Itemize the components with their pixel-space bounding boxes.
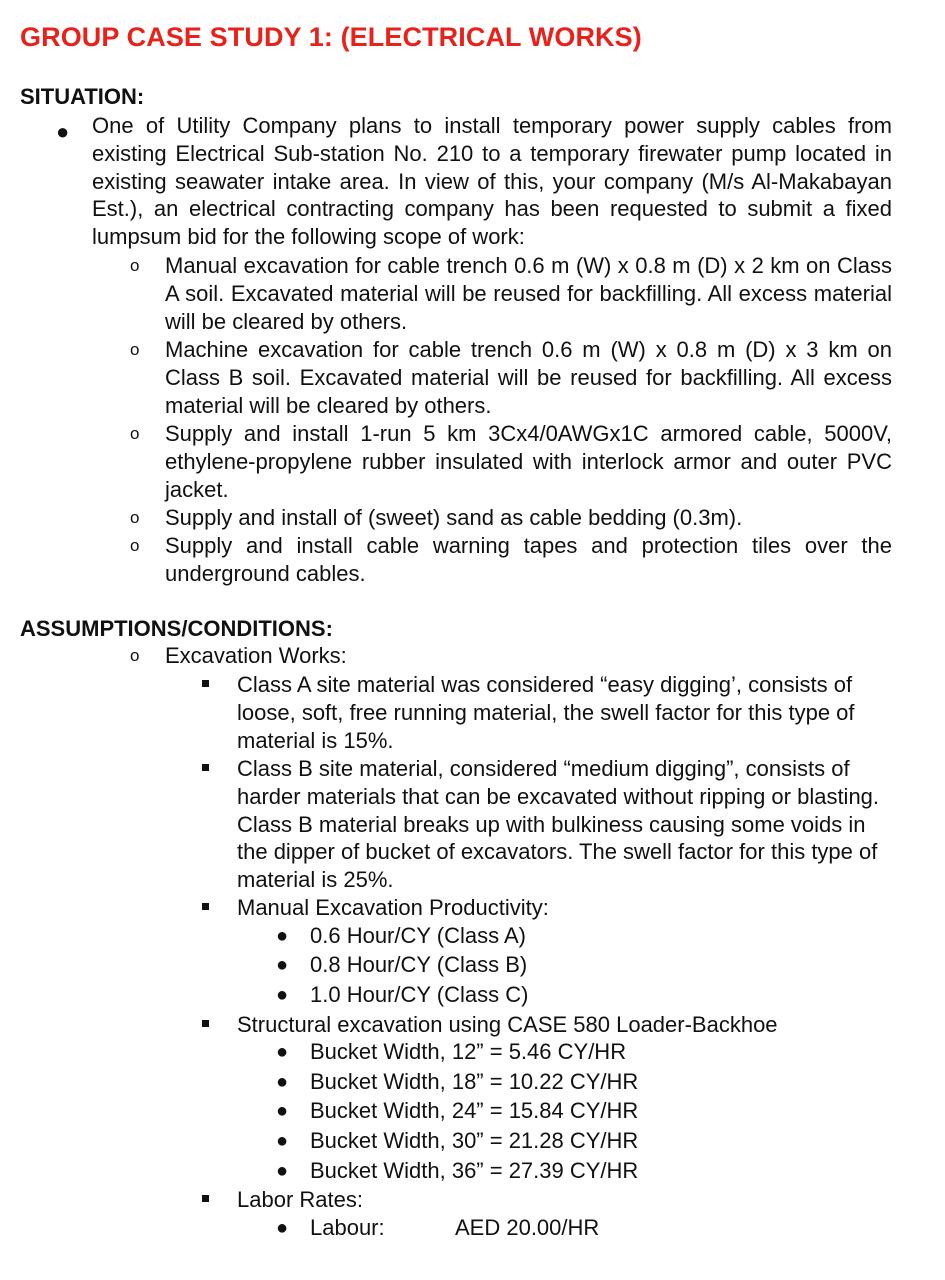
square-bullet-icon [202,764,209,771]
scope-item-4: Supply and install of (sweet) sand as cable bedding (0.3m). [165,505,743,530]
bullet-icon: ● [276,1160,289,1182]
bullet-icon: ● [276,1071,289,1093]
assumptions-heading: ASSUMPTIONS/CONDITIONS: [20,616,333,641]
excavation-works-label: Excavation Works: [165,643,347,668]
class-a-description: Class A site material was considered “easy digging’, consists of loose, soft, free running material, the swell factor for this type of material is 15%. [237,672,855,753]
bucket-rate-18: Bucket Width, 18” = 10.22 CY/HR [310,1069,639,1094]
bullet-icon: ● [276,1217,289,1239]
labour-name: Labour: [310,1215,385,1240]
bucket-rate-24: Bucket Width, 24” = 15.84 CY/HR [310,1098,639,1123]
circle-bullet-icon: o [130,536,140,555]
labor-rates-label: Labor Rates: [237,1187,363,1212]
document-title: GROUP CASE STUDY 1: (ELECTRICAL WORKS) [20,22,642,52]
circle-bullet-icon: o [130,508,140,527]
bullet-icon: ● [276,1130,289,1152]
situation-heading: SITUATION: [20,84,145,109]
bullet-icon: ● [276,984,289,1006]
manual-rate-class-c: 1.0 Hour/CY (Class C) [310,982,529,1007]
circle-bullet-icon: o [130,256,140,275]
bullet-icon: ● [276,925,289,947]
bullet-icon: ● [276,954,289,976]
manual-productivity-label: Manual Excavation Productivity: [237,895,549,920]
square-bullet-icon [202,1195,209,1202]
structural-excavation-label: Structural excavation using CASE 580 Loader-Backhoe [237,1012,778,1037]
scope-item-3: Supply and install 1-run 5 km 3Cx4/0AWGx1C armored cable, 5000V, ethylene-propylene rubber insulated with interlock armor and outer PVC jacket. [165,421,892,502]
circle-bullet-icon: o [130,646,140,665]
situation-intro: One of Utility Company plans to install temporary power supply cables from existing Electrical Sub-station No. 210 to a temporary firewater pump located in existing seawater intake area. In view of this, your company (M/s Al-Makabayan Est.), an electrical contracting company has been requested to submit a fixed lumpsum bid for the following scope of work: [92,113,892,250]
scope-item-2: Machine excavation for cable trench 0.6 m (W) x 0.8 m (D) x 3 km on Class B soil. Excavated material will be reused for backfilling. All excess material will be cleared by others. [165,337,892,418]
bullet-icon: ● [56,119,70,144]
class-b-description: Class B site material, considered “medium digging”, consists of harder materials that can be excavated without ripping or blasting. Class B material breaks up with bulkiness causing some voids in the dipper of bucket of excavators. The swell factor for this type of material is 25%. [237,756,880,893]
square-bullet-icon [202,1020,209,1027]
scope-item-1: Manual excavation for cable trench 0.6 m (W) x 0.8 m (D) x 2 km on Class A soil. Excavated material will be reused for backfilling. All excess material will be cleared by others. [165,253,892,334]
bullet-icon: ● [276,1100,289,1122]
scope-item-5: Supply and install cable warning tapes and protection tiles over the underground cables. [165,533,892,586]
circle-bullet-icon: o [130,340,140,359]
labour-rate-value: AED 20.00/HR [455,1215,600,1240]
bucket-rate-30: Bucket Width, 30” = 21.28 CY/HR [310,1128,639,1153]
manual-rate-class-a: 0.6 Hour/CY (Class A) [310,923,527,948]
bucket-rate-12: Bucket Width, 12” = 5.46 CY/HR [310,1039,627,1064]
manual-rate-class-b: 0.8 Hour/CY (Class B) [310,952,528,977]
bucket-rate-36: Bucket Width, 36” = 27.39 CY/HR [310,1158,639,1183]
square-bullet-icon [202,903,209,910]
bullet-icon: ● [276,1041,289,1063]
circle-bullet-icon: o [130,424,140,443]
square-bullet-icon [202,680,209,687]
